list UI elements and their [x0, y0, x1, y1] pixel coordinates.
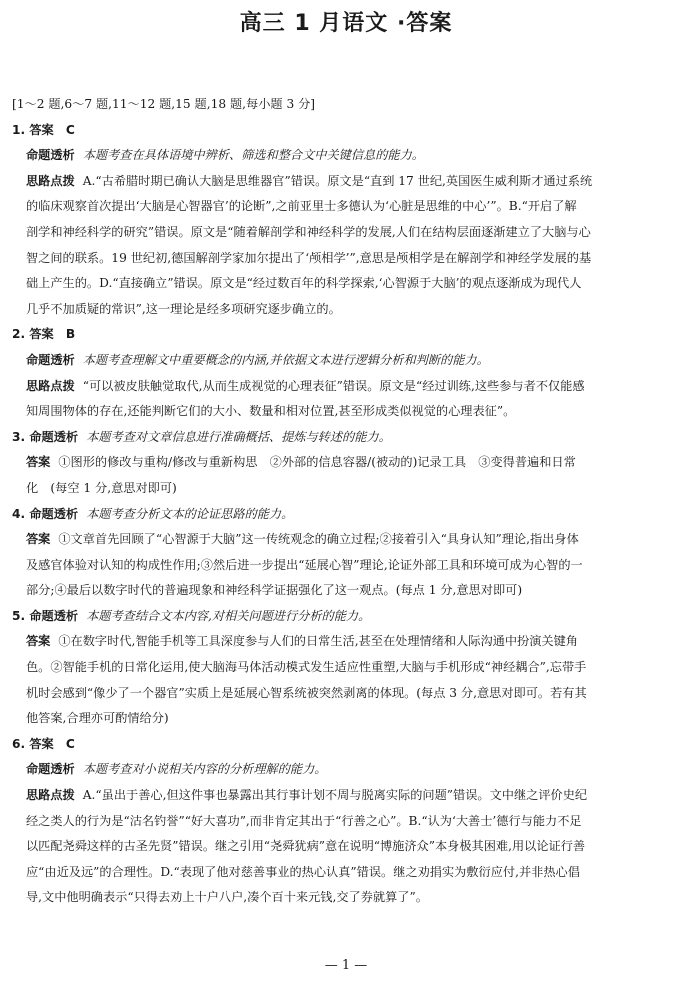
- q6-analysis: [12, 757, 676, 783]
- q2-number: 2. 答案: [12, 327, 54, 342]
- scoring-note: [1～2 题,6～7 题,11～12 题,15 题,18 题,每小题 3 分]: [12, 97, 316, 111]
- q1-hint-text-2: 的临床观察首次提出‘大脑是心智器官’的论断”,之前亚里士多德认为‘心脏是思维的中心’”。B.“开启了解: [26, 199, 577, 214]
- q5-number: 5. 命题透析: [12, 608, 79, 623]
- q6-analysis-text: 本题考查对小说相关内容的分析理解的能力。: [82, 762, 327, 777]
- q6-hint-text-1: A.“虽出于善心,但这件事也暴露出其行事计划不周与脱离实际的问题”错误。文中继之评价史纪: [82, 788, 588, 803]
- q5-analysis: [12, 604, 676, 630]
- q5-answer: [12, 629, 676, 655]
- q5-answer-text-4: 他答案,合理亦可酌情给分): [26, 711, 169, 726]
- q5-answer-text-3: 机时会感到“像少了一个器官”实质上是延展心智系统被突然剥离的体现。(每点 3 分,意思对即可。若有其: [26, 685, 587, 700]
- q1-hint-text-6: 几乎不加质疑的常识”,这一理论是经多项研究逐步确立的。: [26, 301, 341, 316]
- q3-answer: [12, 450, 676, 476]
- q2-analysis: [12, 348, 676, 374]
- q3-analysis: [12, 425, 676, 451]
- q1-hint-text-1: A.“古希腊时期已确认大脑是思维器官”错误。原文是“直到 17 世纪,英国医生威利斯才通过系统: [82, 173, 593, 188]
- q1-analysis: [12, 143, 676, 169]
- q4-analysis: [12, 502, 676, 528]
- q1-hint-text-3: 剖学和神经科学的研究”错误。原文是“随着解剖学和神经科学的发展,人们在结构层面逐渐建立了大脑与心: [26, 224, 591, 239]
- q4-answer-text-2: 及感官体验对认知的构成性作用;③然后进一步提出“延展心智”理论,论证外部工具和环境可成为心智的一: [26, 557, 583, 572]
- q1-hint: [12, 169, 676, 195]
- q6-answer-line: [12, 732, 676, 758]
- q6-number: 6. 答案: [12, 736, 54, 751]
- q6-hint-text-2: 经之类人的行为是“沽名钓誉”“好大喜功”,而非肯定其出于“行善之心”。B.“认为‘大善士’德行与能力不足: [26, 813, 582, 828]
- q6-hint-text-5: 导,文中他明确表示“只得去劝上十户八户,凑个百十来元钱,交了券就算了”。: [26, 890, 428, 905]
- q1-analysis-label: 命题透析: [26, 148, 75, 163]
- q2-hint-text-1: “可以被皮肤触觉取代,从而生成视觉的心理表征”错误。原文是“经过训练,这些参与者不仅能感: [82, 378, 585, 393]
- q1-number: 1. 答案: [12, 122, 54, 137]
- q4-answer-text-1: ①文章首先回顾了“心智源于大脑”这一传统观念的确立过程;②接着引入“具身认知”理论,指出身体: [58, 532, 579, 547]
- q5-answer-text-2: 色。②智能手机的日常化运用,使大脑海马体活动模式发生适应性重塑,大脑与手机形成“神经耦合”,忘带手: [26, 660, 587, 675]
- q5-analysis-text: 本题考查结合文本内容,对相关问题进行分析的能力。: [86, 608, 371, 623]
- q1-hint-text-5: 础上产生的。D.“直接确立”错误。原文是“经过数百年的科学探索,‘心智源于大脑’的观点逐渐成为现代人: [26, 276, 582, 291]
- answer-content: [12, 92, 676, 911]
- q4-number: 4. 命题透析: [12, 506, 79, 521]
- q1-hint-label: 思路点拨: [26, 173, 75, 188]
- q6-hint-label: 思路点拨: [26, 788, 75, 803]
- q3-answer-text-2: 化 (每空 1 分,意思对即可): [26, 480, 177, 495]
- q2-hint-label: 思路点拨: [26, 378, 75, 393]
- q3-analysis-text: 本题考查对文章信息进行准确概括、提炼与转述的能力。: [86, 429, 391, 444]
- q3-number: 3. 命题透析: [12, 429, 79, 444]
- q2-answer-line: [12, 322, 676, 348]
- q1-hint-text-4: 智之间的联系。19 世纪初,德国解剖学家加尔提出了‘颅相学’”,意思是颅相学是在解剖学和神经学发展的基: [26, 250, 592, 265]
- q1-answer: C: [65, 122, 75, 137]
- q1-answer-line: [12, 118, 676, 144]
- q6-hint: [12, 783, 676, 809]
- q2-hint-text-2: 知周围物体的存在,还能判断它们的大小、数量和相对位置,甚至形成类似视觉的心理表征”。: [26, 404, 516, 419]
- q3-answer-label: 答案: [26, 455, 51, 470]
- page-title: 高三 1 月语文 ·答案: [239, 11, 453, 36]
- q2-analysis-label: 命题透析: [26, 352, 75, 367]
- q6-answer: C: [65, 736, 75, 751]
- page-number: — 1 —: [324, 958, 368, 973]
- q4-answer: [12, 527, 676, 553]
- q2-analysis-text: 本题考查理解文中重要概念的内涵,并依据文本进行逻辑分析和判断的能力。: [82, 352, 489, 367]
- q2-answer: B: [65, 327, 76, 342]
- q4-analysis-text: 本题考查分析文本的论证思路的能力。: [86, 506, 294, 521]
- q2-hint: [12, 374, 676, 400]
- q5-answer-label: 答案: [26, 634, 51, 649]
- q5-answer-text-1: ①在数字时代,智能手机等工具深度参与人们的日常生活,甚至在处理情绪和人际沟通中扮演关键角: [58, 634, 578, 649]
- q4-answer-text-3: 部分;④最后以数字时代的普遍现象和神经科学证据强化了这一观点。(每点 1 分,意思对即可): [26, 583, 523, 598]
- q6-hint-text-4: 应“由近及远”的合理性。D.“表现了他对慈善事业的热心认真”错误。继之劝捐实为敷衍应付,并非热心倡: [26, 864, 580, 879]
- q3-answer-text-1: ①图形的修改与重构/修改与重新构思 ②外部的信息容器/(被动的)记录工具 ③变得普遍和日常: [58, 455, 576, 470]
- q6-hint-text-3: 以匹配尧舜这样的古圣先贤”错误。继之引用“尧舜犹病”意在说明“博施济众”本身极其困难,用以论证行善: [26, 839, 586, 854]
- q6-analysis-label: 命题透析: [26, 762, 75, 777]
- q1-analysis-text: 本题考查在具体语境中辨析、筛选和整合文中关键信息的能力。: [82, 148, 424, 163]
- q4-answer-label: 答案: [26, 532, 51, 547]
